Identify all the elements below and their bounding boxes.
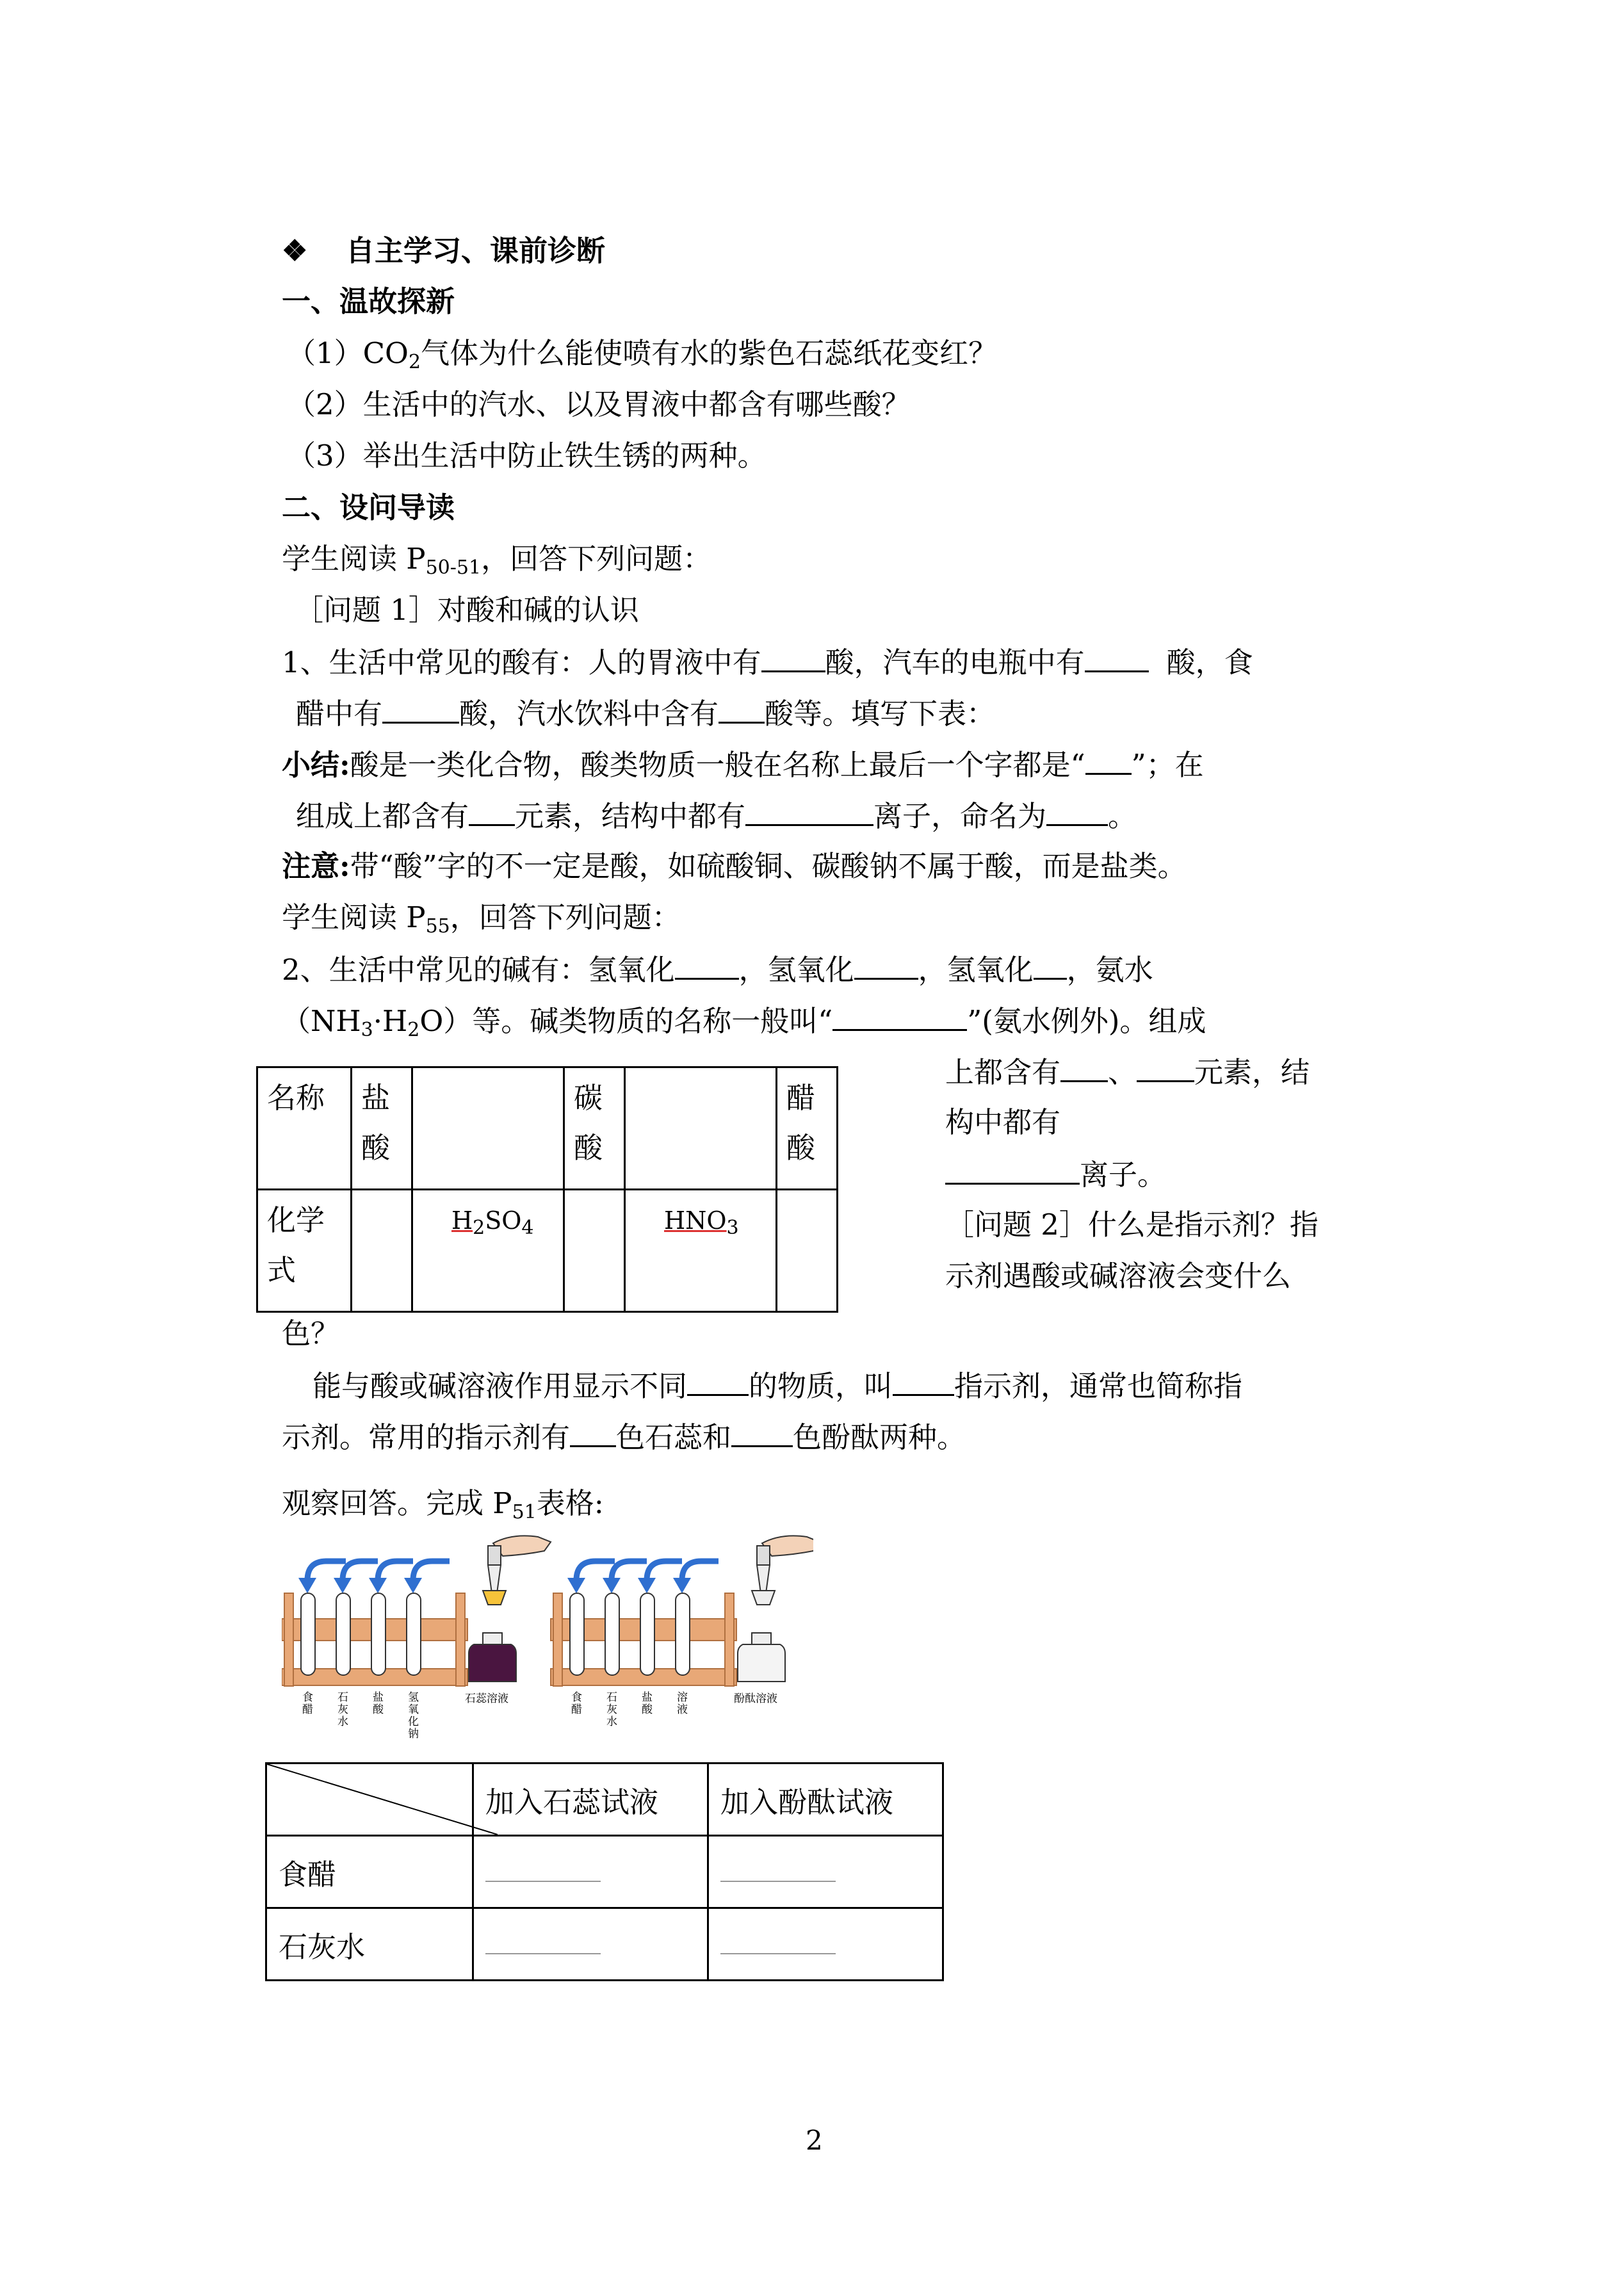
side-line2: 构中都有 (945, 1105, 1061, 1139)
tube-label: 溶液 (677, 1691, 688, 1716)
problem-2-line2: 示剂遇酸或碱溶液会变什么 (945, 1259, 1292, 1293)
test-tube-illustration (282, 1529, 813, 1747)
blank[interactable] (1034, 950, 1067, 980)
summary-b: ”；在 (1131, 748, 1204, 782)
note-label: 注意: (282, 849, 350, 883)
table-cell[interactable] (777, 1190, 838, 1312)
table-cell[interactable] (625, 1067, 777, 1190)
formula-h2so4: $H_2SO_4$ (412, 1190, 564, 1312)
read1-post: ，回答下列问题： (481, 542, 712, 576)
blank[interactable] (570, 1417, 616, 1447)
item2-g: O）等。碱类物质的名称一般叫“ (419, 1004, 833, 1038)
tube-label: 石灰水 (606, 1691, 617, 1728)
blank[interactable] (675, 950, 739, 980)
summary-line2 (296, 796, 1137, 836)
tube-label: 氢氧化钠 (408, 1691, 419, 1740)
dropper-icon (752, 1536, 813, 1605)
col-header-phenolphthalein: 加入酚酞试液 (708, 1764, 943, 1836)
side-1b: 、 (1108, 1055, 1137, 1089)
item2-h: ”(氨水例外)。组成 (967, 1004, 1206, 1038)
blank[interactable] (382, 693, 459, 724)
section-header (282, 232, 605, 270)
page-number: 2 (806, 2125, 823, 2156)
formula-hno3: $HNO_3$ (625, 1190, 777, 1312)
test-tube-icon (336, 1593, 350, 1675)
table-row (266, 1836, 943, 1908)
item1-c: 酸，食 (1166, 645, 1253, 679)
item-1-line2 (296, 693, 995, 733)
tube-label: 食醋 (302, 1691, 313, 1716)
read1-sub: 50-51 (425, 556, 482, 579)
indicator-f: 色酚酞两种。 (793, 1420, 966, 1454)
row-label: 石灰水 (266, 1908, 473, 1981)
tube-label: 食醋 (571, 1691, 582, 1716)
table-row (257, 1190, 838, 1312)
read-instruction-2 (282, 898, 681, 937)
q1-sub: 2 (408, 351, 421, 373)
question-3: （3）举出生活中防止铁生锈的两种。 (287, 439, 767, 473)
read2-pre: 学生阅读 P (282, 900, 426, 934)
diagonal-line (267, 1764, 498, 1835)
indicator-e: 色石蕊和 (616, 1420, 732, 1454)
side-3: 离子。 (1080, 1158, 1167, 1192)
tube-label: 盐酸 (373, 1691, 384, 1716)
tube-label: 石灰水 (337, 1691, 348, 1728)
item2-a: 2、生活中常见的碱有：氢氧化 (282, 953, 675, 987)
summary-e: 离子，命名为 (873, 799, 1047, 833)
item2-c: ，氢氧化 (918, 953, 1034, 987)
blank[interactable] (854, 950, 918, 980)
observe-post: 表格: (536, 1486, 604, 1520)
acid-table (256, 1066, 838, 1313)
table-row (266, 1908, 943, 1981)
blank[interactable] (1046, 796, 1108, 826)
test-tube-icon (371, 1593, 386, 1675)
blank[interactable] (1085, 745, 1132, 775)
blank[interactable] (893, 1366, 954, 1396)
arrow-icon (682, 1561, 719, 1580)
arrow-icon (413, 1561, 450, 1580)
phenolphthalein-bottle-icon (738, 1633, 785, 1682)
table-row (257, 1067, 838, 1190)
test-tube-icon (605, 1593, 619, 1675)
arrow-icon (343, 1561, 378, 1580)
side-line3 (945, 1155, 1166, 1194)
problem-2-line1: ［问题 2］什么是指示剂？指 (945, 1208, 1319, 1242)
blank[interactable] (832, 1001, 967, 1031)
right-rack-group (551, 1536, 813, 1686)
observe-line (282, 1484, 604, 1523)
header-title: 自主学习、课前诊断 (346, 234, 606, 268)
item-1-line1 (282, 642, 1253, 682)
item1-f: 酸等。填写下表： (765, 697, 996, 731)
observe-sub: 51 (512, 1501, 537, 1523)
answer-cell[interactable] (708, 1836, 943, 1908)
item2-d: ，氨水 (1066, 953, 1153, 987)
indicator-line2 (282, 1417, 966, 1457)
item1-a: 1、生活中常见的酸有：人的胃液中有 (282, 645, 761, 679)
table-cell[interactable] (412, 1067, 564, 1190)
row-label: 食醋 (266, 1836, 473, 1908)
indicator-d: 示剂。常用的指示剂有 (282, 1420, 571, 1454)
item2-b: ，氢氧化 (738, 953, 854, 987)
read1-pre: 学生阅读 P (282, 542, 426, 576)
observe-pre: 观察回答。完成 P (282, 1486, 512, 1520)
col-header-litmus: 加入石蕊试液 (473, 1764, 708, 1836)
answer-cell[interactable] (473, 1836, 708, 1908)
side-1a: 上都含有 (945, 1055, 1061, 1089)
blank[interactable] (687, 1366, 749, 1396)
summary-c: 组成上都含有 (296, 799, 469, 833)
problem-1-title: ［问题 1］对酸和碱的认识 (295, 593, 639, 627)
q1-pre: （1）CO (287, 336, 409, 370)
tube-label: 盐酸 (642, 1691, 653, 1716)
test-tube-icon (640, 1593, 654, 1675)
diamond-bullet-icon: ❖ (282, 234, 308, 268)
blank[interactable] (1137, 1052, 1194, 1082)
section1-heading: 一、温故探新 (282, 284, 455, 318)
table-cell: 醋酸 (777, 1067, 838, 1190)
item-2-line2 (282, 1001, 1206, 1041)
blank[interactable] (719, 693, 765, 724)
item1-e: 酸，汽水饮料中含有 (459, 697, 719, 731)
side-1c: 元素，结 (1194, 1055, 1310, 1089)
item2-f: ·H (373, 1004, 408, 1038)
blank[interactable] (945, 1155, 1080, 1185)
bottle-label: 石蕊溶液 (465, 1692, 508, 1705)
table-cell[interactable] (352, 1190, 412, 1312)
item2-e: （NH (282, 1004, 361, 1038)
read2-post: ，回答下列问题： (450, 900, 681, 934)
section2-heading: 二、设问导读 (282, 491, 455, 524)
litmus-bottle-icon (469, 1633, 516, 1682)
test-tube-icon (407, 1593, 421, 1675)
read-instruction-1 (282, 540, 711, 578)
summary-d: 元素，结构中都有 (515, 799, 746, 833)
indicator-line1 (313, 1366, 1242, 1406)
bottle-label: 酚酞溶液 (734, 1692, 777, 1705)
diagonal-header-cell (266, 1764, 473, 1836)
problem-2-line3: 色？ (282, 1317, 340, 1350)
blank[interactable] (469, 796, 515, 826)
question-2: （2）生活中的汽水、以及胃液中都含有哪些酸？ (287, 387, 911, 421)
note-line (282, 847, 1187, 886)
summary-a: 酸是一类化合物，酸类物质一般在名称上最后一个字都是“ (350, 748, 1085, 782)
table-cell: 碳酸 (564, 1067, 625, 1190)
arrow-icon (647, 1561, 682, 1580)
test-tube-icon (570, 1593, 584, 1675)
blank[interactable] (731, 1417, 793, 1447)
summary-f: 。 (1108, 799, 1137, 833)
arrow-icon (378, 1561, 413, 1580)
arrow-icon (612, 1561, 647, 1580)
indicator-a: 能与酸或碱溶液作用显示不同 (313, 1369, 688, 1403)
item2-f-sub: 2 (407, 1019, 420, 1041)
read2-sub: 55 (425, 915, 450, 937)
table-row (266, 1764, 943, 1836)
summary-label: 小结: (282, 748, 350, 782)
left-rack-group (282, 1536, 551, 1686)
table-cell: 盐酸 (352, 1067, 412, 1190)
table-cell: 名称 (257, 1067, 352, 1190)
item1-d: 醋中有 (296, 697, 383, 731)
blank[interactable] (761, 642, 825, 672)
blank[interactable] (1060, 1052, 1108, 1082)
table-cell[interactable] (564, 1190, 625, 1312)
note-text: 带“酸”字的不一定是酸，如硫酸铜、碳酸钠不属于酸，而是盐类。 (350, 849, 1187, 883)
result-table (265, 1762, 944, 1981)
test-tube-icon (301, 1593, 315, 1675)
side-line1 (945, 1052, 1310, 1092)
summary-line1 (282, 745, 1204, 784)
question-1 (287, 334, 997, 373)
blank[interactable] (745, 796, 873, 826)
item2-e-sub: 3 (361, 1019, 373, 1041)
dropper-icon (483, 1536, 551, 1605)
blank[interactable] (1085, 642, 1149, 672)
answer-cell[interactable] (473, 1908, 708, 1981)
indicator-b: 的物质，叫 (749, 1369, 893, 1403)
table-cell: 化学式 (257, 1190, 352, 1312)
indicator-c: 指示剂，通常也简称指 (954, 1369, 1243, 1403)
test-tube-icon (676, 1593, 690, 1675)
item-2-line1 (282, 950, 1153, 989)
item1-b: 酸，汽车的电瓶中有 (825, 645, 1085, 679)
answer-cell[interactable] (708, 1908, 943, 1981)
q1-post: 气体为什么能使喷有水的紫色石蕊纸花变红？ (421, 336, 998, 370)
